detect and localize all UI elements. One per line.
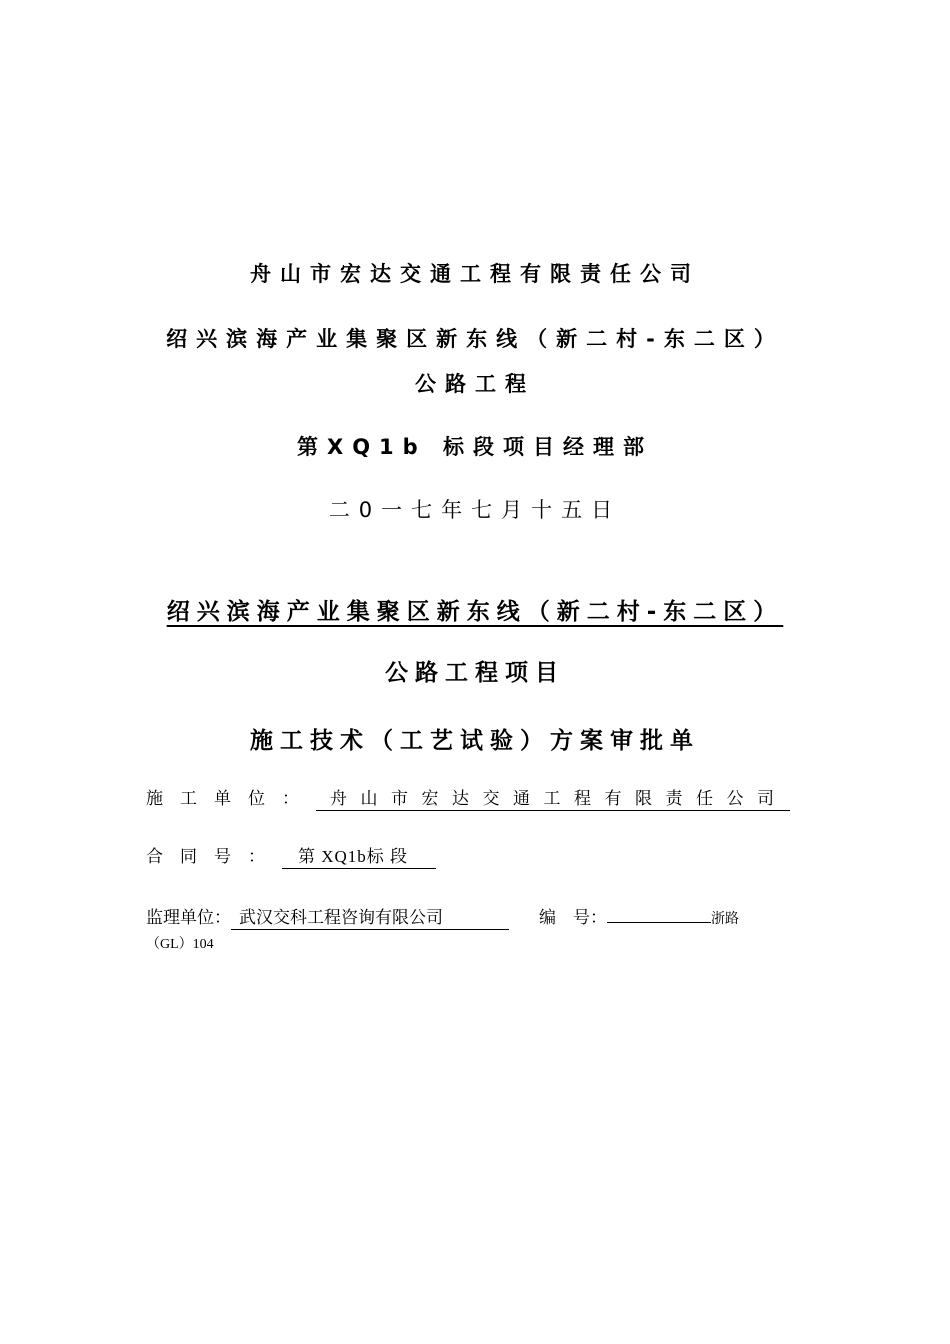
department-name: 第XQ1b 标段项目经理部 xyxy=(297,435,653,459)
cover-date: 二0一七年七月十五日 xyxy=(328,498,622,522)
contract-label: 合同号： xyxy=(146,847,282,866)
supervisor-row xyxy=(146,908,739,930)
contractor-label: 施工单位： xyxy=(146,789,316,808)
contractor-row xyxy=(146,789,790,811)
number-label: 编 号： xyxy=(539,908,607,927)
company-name: 舟山市宏达交通工程有限责任公司 xyxy=(250,262,700,286)
contract-row xyxy=(146,847,436,869)
contract-value: 第 XQ1b标 段 xyxy=(282,847,436,869)
form-title-line2: 公路工程项目 xyxy=(385,660,565,686)
number-value xyxy=(607,921,711,923)
contractor-value: 舟山市宏达交通工程有限责任公司 xyxy=(316,789,790,811)
supervisor-value: 武汉交科工程咨询有限公司 xyxy=(231,908,509,930)
form-title-line3: 施工技术（工艺试验）方案审批单 xyxy=(250,728,700,754)
number-suffix: 浙路 xyxy=(711,912,739,927)
project-name-line1: 绍兴滨海产业集聚区新东线（新二村-东二区） xyxy=(166,327,784,351)
form-title-line1-text: 绍兴滨海产业集聚区新东线（新二村-东二区） xyxy=(166,599,784,625)
form-title-line1 xyxy=(0,599,950,627)
project-name-line2: 公路工程 xyxy=(415,372,535,396)
supervisor-label: 监理单位： xyxy=(146,908,231,927)
number-code: （GL）104 xyxy=(146,937,214,952)
